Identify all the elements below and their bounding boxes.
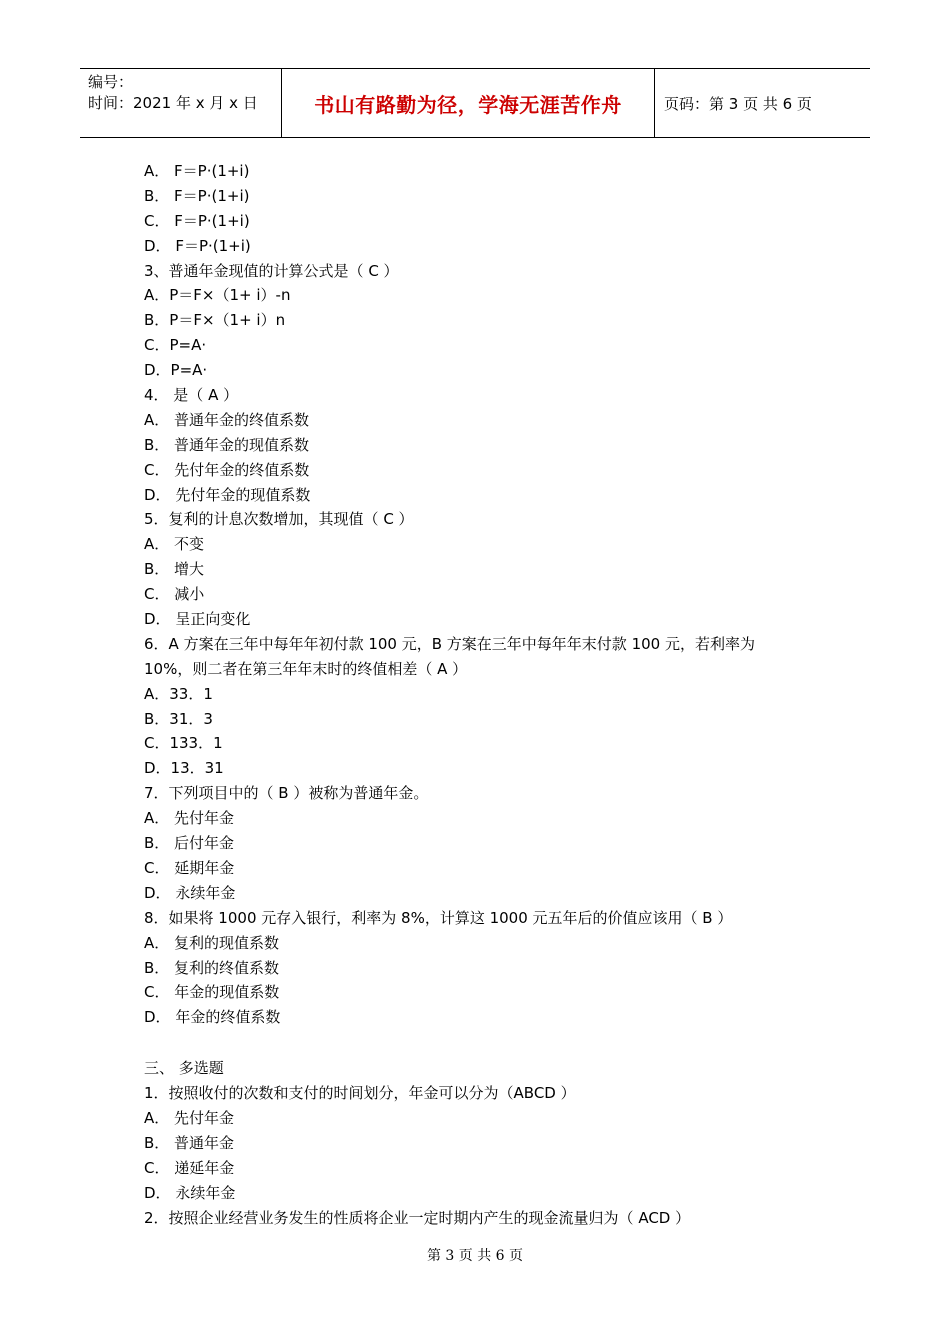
text-line: A． F＝P·(1+i): [144, 162, 250, 180]
text-line: C． F＝P·(1+i): [144, 211, 250, 230]
section-title: 三、 多选题: [144, 1059, 224, 1078]
text-line: 10%，则二者在第三年年末时的终值相差（ A ）: [144, 659, 468, 678]
text-line: 6．A 方案在三年中每年年初付款 100 元，B 方案在三年中每年年末付款 100 元，若利率为: [144, 634, 755, 653]
header-page-info: 页码：第 3 页 共 6 页: [664, 94, 812, 113]
text-line: C． 减小: [144, 585, 205, 604]
text-line: D． 永续年金: [144, 883, 236, 902]
text-line: D． 先付年金的现值系数: [144, 485, 311, 504]
text-line: C． 年金的现值系数: [144, 983, 280, 1002]
text-line: A． 先付年金: [144, 1108, 235, 1127]
text-line: B．P＝F×（1+ i）n: [144, 311, 286, 330]
text-line: B． 后付年金: [144, 834, 235, 853]
text-line: A．P＝F×（1+ i）-n: [144, 286, 291, 305]
text-line: A． 先付年金: [144, 809, 235, 828]
text-line: D．13．31: [144, 759, 224, 778]
question-block-multiple-choice: [144, 1081, 824, 1230]
text-line: A． 不变: [144, 535, 205, 554]
text-line: 8．如果将 1000 元存入银行，利率为 8%，计算这 1000 元五年后的价值应该用（ B ）: [144, 908, 733, 927]
text-line: 1．按照收付的次数和支付的时间划分，年金可以分为（ABCD ）: [144, 1084, 576, 1103]
text-line: 3、普通年金现值的计算公式是（ C ）: [144, 261, 399, 280]
text-line: B． 复利的终值系数: [144, 958, 280, 977]
text-line: D． 呈正向变化: [144, 610, 251, 629]
text-line: 4． 是（ A ）: [144, 386, 239, 405]
text-line: D． F＝P·(1+i): [144, 236, 251, 255]
text-line: C．P=A·: [144, 336, 207, 355]
text-line: A． 普通年金的终值系数: [144, 410, 310, 429]
text-line: C． 递延年金: [144, 1158, 235, 1177]
text-line: B． 普通年金: [144, 1133, 235, 1152]
question-block-single-choice: [144, 159, 824, 1030]
text-line: C． 延期年金: [144, 858, 235, 877]
header-motto: 书山有路勤为径，学海无涯苦作舟: [282, 69, 655, 137]
text-line: D． 永续年金: [144, 1183, 236, 1202]
text-line: B． F＝P·(1+i): [144, 186, 250, 205]
text-line: 2．按照企业经营业务发生的性质将企业一定时期内产生的现金流量归为（ ACD ）: [144, 1208, 691, 1227]
text-line: B．31．3: [144, 709, 213, 728]
text-line: A． 复利的现值系数: [144, 933, 280, 952]
text-line: C． 先付年金的终值系数: [144, 460, 310, 479]
text-line: 5．复利的计息次数增加，其现值（ C ）: [144, 510, 414, 529]
text-line: B． 普通年金的现值系数: [144, 435, 310, 454]
text-line: A．33．1: [144, 684, 213, 703]
page-header: [80, 68, 870, 138]
page-footer: 第 3 页 共 6 页: [426, 1248, 524, 1264]
document-body: [144, 159, 824, 1230]
text-line: D．P=A·: [144, 361, 208, 380]
text-line: D． 年金的终值系数: [144, 1008, 281, 1027]
text-line: 7．下列项目中的（ B ）被称为普通年金。: [144, 784, 429, 803]
time-label: 时间：2021 年 x 月 x 日: [88, 94, 258, 112]
text-line: B． 增大: [144, 560, 205, 579]
text-line: C．133．1: [144, 734, 223, 753]
header-meta: [80, 69, 282, 137]
number-label: 编号：: [88, 73, 134, 91]
